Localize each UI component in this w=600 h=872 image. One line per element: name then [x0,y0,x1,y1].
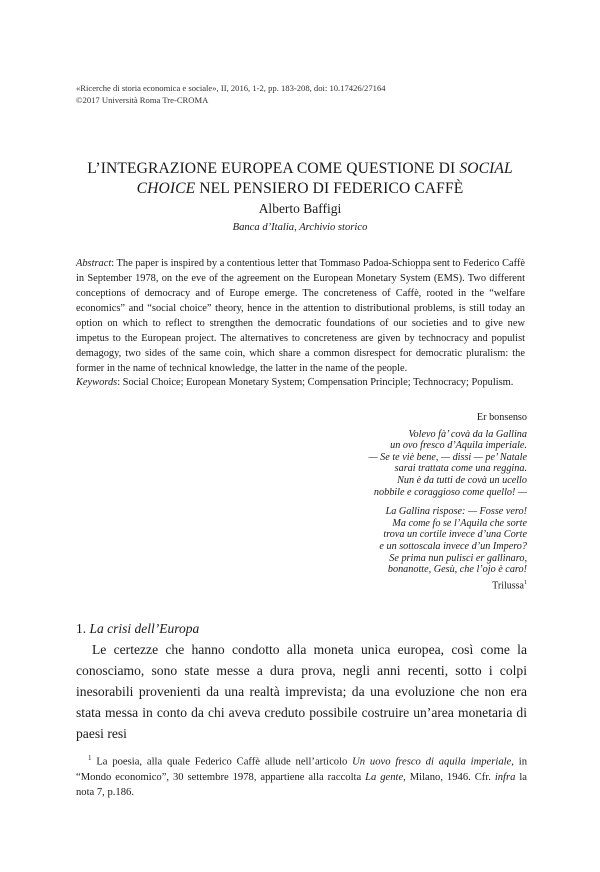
poem-line: Ma come fo se l’Aquila che sorte [392,517,527,529]
paragraph: Le certezze che hanno condotto alla moneta unica europea, così come la conosciamo, sono state messe a dura prova, negli anni recenti, sotto i colpi inesorabili provenienti da una realtà imprevista; da una evoluzione che non era stata messa in conto da chi aveva creduto possibile costruire un’area monetaria di paesi resi [76,642,527,741]
keywords [76,375,525,390]
poem-line: sarai trattata come una reggina. [394,463,527,475]
poem-line: trova un cortile invece d’una Corte [383,529,527,541]
body-text [76,639,527,744]
footnote-number: 1 [88,754,92,762]
poem-line: un ovo fresco d’Aquila imperiale. [390,440,527,452]
keywords-text: : Social Choice; European Monetary System; Compensation Principle; Technocracy; Populism. [117,377,514,388]
poem-line: La Gallina rispose: — Fosse vero! [385,506,527,518]
citation-line: «Ricerche di storia economica e sociale», II, 2016, 1-2, pp. 183-208, doi: 10.17426/27164 [76,83,386,93]
keywords-label: Keywords [76,377,118,388]
section-heading: 1. La crisi dell’Europa [76,621,200,636]
abstract-label: Abstract [76,258,112,269]
poem-line: Se prima nun pulisci er gallinaro, [389,552,527,564]
journal-citation [76,83,386,106]
poem-line: bonanotte, Gesù, che l’ojo è caro! [387,564,527,576]
poem-line: e un sottoscala invece d’un Impero? [379,540,527,552]
poem-line: Volevo fà’ covà da la Gallina [408,428,527,440]
abstract-text: : The paper is inspired by a contentious letter that Tommaso Padoa-Schioppa sent to Federico Caffè in September 1978, on the eve of the agreement on the European Monetary System (EMS). Two different conceptions of democracy and of Europe emerge. The concreteness of Caffè, rooted in the “welfare economics” and “social choice” theory, hence in the attention to distributional problems, is still today an option on which to reflect to strengthen the democratic foundations of our societies and to give new impetus to the European project. The alternatives to concreteness are given by technocracy and populist demagogy, two sides of the same coin, which share a common disrespect for democratic pluralism: the former in the name of technical knowledge, the latter in the name of the people. [76,258,525,374]
poem-stanza-1 [369,429,527,499]
poem-stanza-2 [369,506,527,576]
poem-title: Er bonsenso [476,412,527,423]
author-name: Alberto Baffigi [258,201,342,216]
footnote: $^1$ La poesia, alla quale Federico Caffè allude nell’articolo Un uovo fresco di aquila imperiale, in “Mondo economico”, 30 settembre 1978, appartiene alla raccolta La gente, Milano, 1946. Cfr. infra la nota 7, p.186. [76,754,527,798]
footnote-ref[interactable]: 1 [524,579,527,586]
poem-line: Nun è da tutti de covà un ucello [397,474,527,486]
poem-line: nobbile e coraggioso come quello! — [373,486,527,498]
poem-author: Trilussa$^1$ [492,579,527,592]
abstract [76,256,525,376]
epigraph-poem [369,412,527,592]
copyright-line: ©2017 Università Roma Tre-CROMA [76,94,209,105]
article-title: L’INTEGRAZIONE EUROPEA COME QUESTIONE DI SOCIAL CHOICE NEL PENSIERO DI FEDERICO CAFFÈ [87,160,513,197]
poem-line: — Se te viè bene, — dissi — pe’ Natale [368,451,527,463]
author-affiliation: Banca d’Italia, Archivio storico [232,222,368,233]
